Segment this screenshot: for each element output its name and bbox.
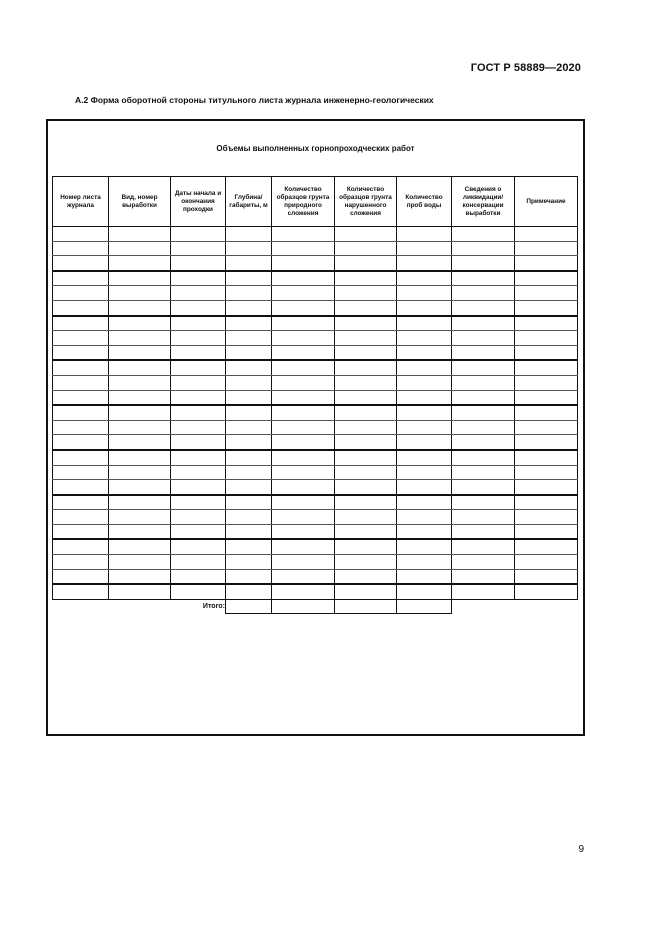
table-cell xyxy=(109,241,171,256)
table-cell xyxy=(53,286,109,301)
table-row xyxy=(53,435,578,450)
table-cell xyxy=(226,331,272,346)
table-cell xyxy=(109,375,171,390)
table-cell xyxy=(272,420,335,435)
table-cell xyxy=(171,405,226,420)
table-cell xyxy=(452,524,515,539)
table-cell xyxy=(515,569,578,584)
table-cell xyxy=(272,227,335,242)
table-cell xyxy=(53,495,109,510)
table-cell xyxy=(515,331,578,346)
table-cell xyxy=(272,569,335,584)
table-cell xyxy=(226,241,272,256)
table-cell xyxy=(452,480,515,495)
table-cell xyxy=(226,390,272,405)
table-cell xyxy=(226,286,272,301)
table-cell xyxy=(515,510,578,525)
table-cell xyxy=(335,256,397,271)
table-cell xyxy=(226,316,272,331)
table-cell xyxy=(335,300,397,315)
table-cell xyxy=(53,316,109,331)
table-row xyxy=(53,286,578,301)
table-cell xyxy=(452,420,515,435)
table-cell xyxy=(109,271,171,286)
table-cell xyxy=(109,390,171,405)
table-cell xyxy=(397,390,452,405)
table-cell xyxy=(335,435,397,450)
table-cell xyxy=(226,510,272,525)
table-cell xyxy=(109,495,171,510)
table-cell xyxy=(109,450,171,465)
table-cell xyxy=(335,584,397,599)
table-row xyxy=(53,345,578,360)
table-cell xyxy=(335,569,397,584)
table-cell xyxy=(515,465,578,480)
table-cell xyxy=(335,420,397,435)
table-cell xyxy=(171,271,226,286)
table-cell xyxy=(397,360,452,375)
table-cell xyxy=(272,465,335,480)
table-cell xyxy=(226,495,272,510)
table-cell xyxy=(226,300,272,315)
total-cell-disturbed-samples xyxy=(335,599,397,613)
table-cell xyxy=(335,465,397,480)
table-cell xyxy=(515,450,578,465)
table-row xyxy=(53,420,578,435)
table-cell xyxy=(397,227,452,242)
table-cell xyxy=(109,539,171,554)
table-cell xyxy=(53,465,109,480)
table-row xyxy=(53,450,578,465)
table-cell xyxy=(226,375,272,390)
table-row xyxy=(53,316,578,331)
table-cell xyxy=(452,450,515,465)
table-cell xyxy=(272,345,335,360)
total-label: Итого: xyxy=(202,603,225,611)
table-cell xyxy=(452,539,515,554)
table-cell xyxy=(53,450,109,465)
table-cell xyxy=(109,316,171,331)
table-cell xyxy=(397,435,452,450)
table-cell xyxy=(452,435,515,450)
column-header-notes: Примечание xyxy=(515,177,578,227)
table-cell xyxy=(272,584,335,599)
table-row xyxy=(53,375,578,390)
table-cell xyxy=(53,480,109,495)
table-row xyxy=(53,300,578,315)
table-cell xyxy=(452,465,515,480)
column-header-dates: Даты начала и окончания проходки xyxy=(171,177,226,227)
table-cell xyxy=(335,555,397,570)
table-row xyxy=(53,524,578,539)
table-cell xyxy=(515,390,578,405)
table-cell xyxy=(171,375,226,390)
table-cell xyxy=(452,227,515,242)
table-cell xyxy=(53,300,109,315)
table-cell xyxy=(171,555,226,570)
column-header-water-samples: Количество проб воды xyxy=(397,177,452,227)
table-cell xyxy=(171,524,226,539)
table-cell xyxy=(226,405,272,420)
table-cell xyxy=(397,316,452,331)
table-cell xyxy=(171,420,226,435)
table-cell xyxy=(397,256,452,271)
table-cell xyxy=(109,524,171,539)
table-cell xyxy=(515,420,578,435)
table-cell xyxy=(452,375,515,390)
table-cell xyxy=(335,360,397,375)
table-cell xyxy=(335,524,397,539)
table-cell xyxy=(171,584,226,599)
table-cell xyxy=(272,555,335,570)
table-cell xyxy=(171,480,226,495)
table-cell xyxy=(109,405,171,420)
table-cell xyxy=(515,286,578,301)
table-cell xyxy=(109,480,171,495)
table-cell xyxy=(226,555,272,570)
table-cell xyxy=(53,510,109,525)
table-cell xyxy=(171,360,226,375)
table-cell xyxy=(335,495,397,510)
table-cell xyxy=(53,271,109,286)
table-cell xyxy=(335,286,397,301)
table-cell xyxy=(515,555,578,570)
table-cell xyxy=(452,495,515,510)
table-cell xyxy=(53,360,109,375)
table-cell xyxy=(171,345,226,360)
table-cell xyxy=(53,584,109,599)
table-row xyxy=(53,256,578,271)
table-cell xyxy=(397,584,452,599)
table-cell xyxy=(397,495,452,510)
table-cell xyxy=(53,345,109,360)
total-cell-water-samples xyxy=(397,599,452,613)
table-cell xyxy=(515,316,578,331)
table-cell xyxy=(226,569,272,584)
table-row xyxy=(53,227,578,242)
table-cell xyxy=(226,271,272,286)
table-cell xyxy=(226,435,272,450)
table-cell xyxy=(515,300,578,315)
table-cell xyxy=(272,435,335,450)
table-cell xyxy=(226,480,272,495)
table-cell xyxy=(515,360,578,375)
table-cell xyxy=(171,300,226,315)
table-cell xyxy=(109,331,171,346)
total-cell-depth xyxy=(226,599,272,613)
table-cell xyxy=(171,569,226,584)
table-cell xyxy=(335,345,397,360)
table-cell xyxy=(515,495,578,510)
table-cell xyxy=(335,316,397,331)
table-cell xyxy=(109,555,171,570)
table-cell xyxy=(226,465,272,480)
table-cell xyxy=(452,510,515,525)
table-cell xyxy=(272,510,335,525)
table-cell xyxy=(452,331,515,346)
table-cell xyxy=(171,390,226,405)
table-cell xyxy=(452,584,515,599)
table-cell xyxy=(109,345,171,360)
table-cell xyxy=(226,584,272,599)
table-cell xyxy=(397,420,452,435)
table-cell xyxy=(452,286,515,301)
table-cell xyxy=(335,510,397,525)
column-header-depth: Глубина/ габариты, м xyxy=(226,177,272,227)
table-row xyxy=(53,390,578,405)
table-cell xyxy=(53,555,109,570)
table-cell xyxy=(397,271,452,286)
table-row xyxy=(53,465,578,480)
table-cell xyxy=(272,271,335,286)
table-cell xyxy=(397,286,452,301)
table-cell xyxy=(397,300,452,315)
table-cell xyxy=(171,465,226,480)
table-cell xyxy=(272,300,335,315)
table-cell xyxy=(226,420,272,435)
table-cell xyxy=(397,569,452,584)
table-row xyxy=(53,495,578,510)
table-cell xyxy=(53,420,109,435)
table-cell xyxy=(53,405,109,420)
table-cell xyxy=(109,465,171,480)
table-cell xyxy=(397,450,452,465)
table-cell xyxy=(272,360,335,375)
table-cell xyxy=(452,569,515,584)
table-cell xyxy=(335,390,397,405)
table-cell xyxy=(452,390,515,405)
table-cell xyxy=(53,539,109,554)
table-cell xyxy=(272,450,335,465)
form-title: Объемы выполненных горнопроходческих работ xyxy=(216,144,415,153)
table-cell xyxy=(109,286,171,301)
table-cell xyxy=(452,555,515,570)
table-row xyxy=(53,360,578,375)
table-cell xyxy=(226,256,272,271)
table-cell xyxy=(515,435,578,450)
table-cell xyxy=(226,360,272,375)
table-cell xyxy=(272,375,335,390)
table-cell xyxy=(397,524,452,539)
table-cell xyxy=(335,539,397,554)
table-cell xyxy=(226,227,272,242)
table-cell xyxy=(397,539,452,554)
total-cell-undisturbed-samples xyxy=(272,599,335,613)
table-cell xyxy=(53,375,109,390)
table-cell xyxy=(272,241,335,256)
table-cell xyxy=(109,360,171,375)
table-row xyxy=(53,555,578,570)
table-cell xyxy=(171,450,226,465)
table-cell xyxy=(109,420,171,435)
column-header-undisturbed-samples: Количество образцов грунта природного сложения xyxy=(272,177,335,227)
table-row xyxy=(53,510,578,525)
table-header-row xyxy=(53,177,578,227)
table-cell xyxy=(335,405,397,420)
table-cell xyxy=(397,375,452,390)
table-cell xyxy=(515,524,578,539)
table-cell xyxy=(272,480,335,495)
table-cell xyxy=(515,375,578,390)
table-cell xyxy=(335,271,397,286)
page-number: 9 xyxy=(578,844,584,855)
column-header-liquidation-info: Сведения о ликвидации/ консервации выработки xyxy=(452,177,515,227)
table-cell xyxy=(109,227,171,242)
table-cell xyxy=(53,524,109,539)
table-cell xyxy=(272,405,335,420)
table-row xyxy=(53,584,578,599)
table-cell xyxy=(335,227,397,242)
table-cell xyxy=(109,510,171,525)
table-cell xyxy=(452,271,515,286)
table-cell xyxy=(397,241,452,256)
table-cell xyxy=(515,241,578,256)
table-cell xyxy=(53,227,109,242)
table-cell xyxy=(171,539,226,554)
table-cell xyxy=(452,360,515,375)
table-cell xyxy=(109,569,171,584)
table-cell xyxy=(226,539,272,554)
table-cell xyxy=(515,539,578,554)
table-row xyxy=(53,539,578,554)
table-cell xyxy=(53,256,109,271)
table-cell xyxy=(171,286,226,301)
table-cell xyxy=(226,345,272,360)
table-cell xyxy=(452,241,515,256)
table-cell xyxy=(171,227,226,242)
table-cell xyxy=(171,316,226,331)
table-cell xyxy=(397,510,452,525)
table-cell xyxy=(397,480,452,495)
table-cell xyxy=(335,450,397,465)
table-cell xyxy=(53,569,109,584)
table-cell xyxy=(272,256,335,271)
table-cell xyxy=(109,435,171,450)
table-cell xyxy=(515,345,578,360)
table-cell xyxy=(515,480,578,495)
table-row xyxy=(53,405,578,420)
table-cell xyxy=(397,465,452,480)
table-cell xyxy=(452,405,515,420)
table-cell xyxy=(452,300,515,315)
table-cell xyxy=(335,375,397,390)
table-cell xyxy=(397,345,452,360)
table-row xyxy=(53,271,578,286)
table-cell xyxy=(226,524,272,539)
column-header-excavation-type: Вид, номер выработки xyxy=(109,177,171,227)
table-cell xyxy=(452,256,515,271)
table-row xyxy=(53,569,578,584)
table-cell xyxy=(515,256,578,271)
table-cell xyxy=(397,555,452,570)
table-cell xyxy=(272,331,335,346)
section-title: А.2 Форма оборотной стороны титульного листа журнала инженерно-геологических xyxy=(75,95,434,105)
table-cell xyxy=(452,345,515,360)
table-cell xyxy=(171,510,226,525)
table-cell xyxy=(272,390,335,405)
table-cell xyxy=(515,227,578,242)
table-row xyxy=(53,480,578,495)
table-cell xyxy=(272,495,335,510)
table-cell xyxy=(171,495,226,510)
table-row xyxy=(53,331,578,346)
table-cell xyxy=(53,241,109,256)
table-cell xyxy=(272,539,335,554)
column-header-disturbed-samples: Количество образцов грунта нарушенного сложения xyxy=(335,177,397,227)
works-volume-table xyxy=(52,176,578,614)
table-row xyxy=(53,241,578,256)
table-cell xyxy=(171,241,226,256)
table-cell xyxy=(53,390,109,405)
table-cell xyxy=(515,405,578,420)
document-code: ГОСТ Р 58889—2020 xyxy=(470,62,581,74)
table-cell xyxy=(171,256,226,271)
table-cell xyxy=(171,331,226,346)
table-cell xyxy=(272,524,335,539)
table-cell xyxy=(53,331,109,346)
table-cell xyxy=(452,316,515,331)
table-cell xyxy=(515,584,578,599)
table-cell xyxy=(109,256,171,271)
column-header-sheet-number: Номер листа журнала xyxy=(53,177,109,227)
table-cell xyxy=(272,286,335,301)
total-row xyxy=(53,599,578,613)
table-cell xyxy=(397,405,452,420)
table-cell xyxy=(272,316,335,331)
table-cell xyxy=(335,331,397,346)
table-cell xyxy=(53,435,109,450)
table-cell xyxy=(335,480,397,495)
table-cell xyxy=(226,450,272,465)
table-cell xyxy=(335,241,397,256)
table-cell xyxy=(515,271,578,286)
table-cell xyxy=(109,584,171,599)
table-cell xyxy=(397,331,452,346)
table-cell xyxy=(171,435,226,450)
table-cell xyxy=(109,300,171,315)
